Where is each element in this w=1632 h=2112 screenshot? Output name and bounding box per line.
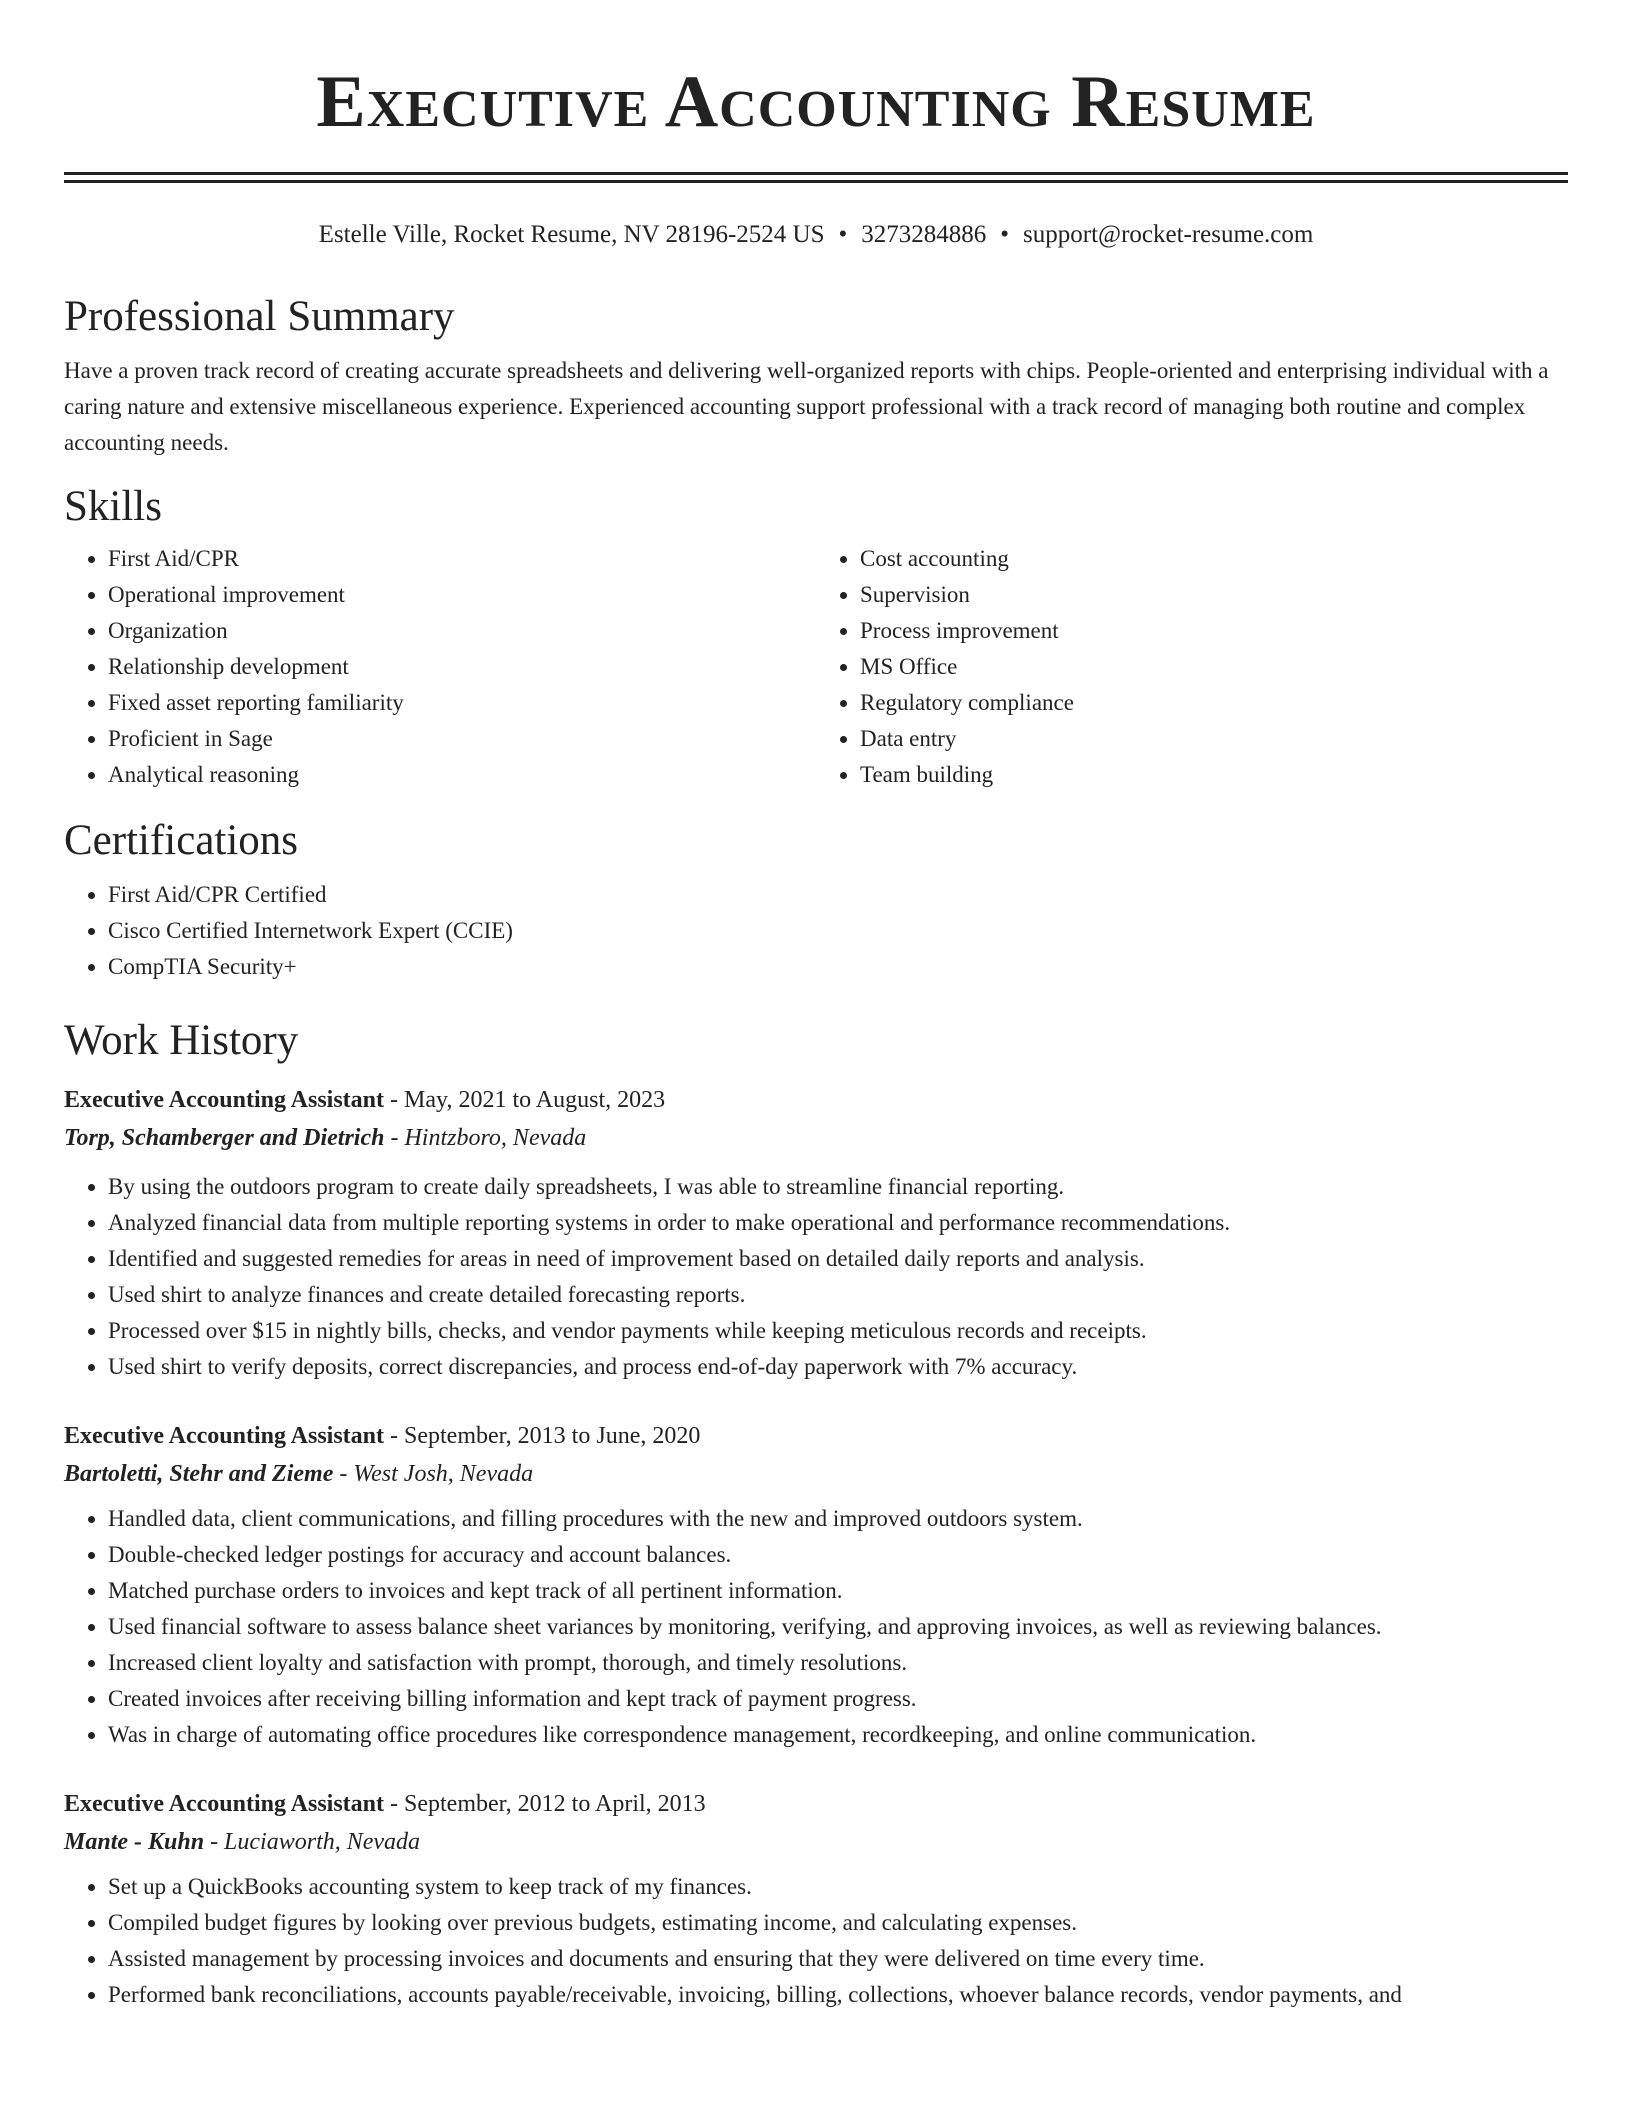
job-bullet: • Was in charge of automating office procedures like correspondence management, recordkeeping, and online communication. [108,1717,1568,1753]
contact-separator: • [1000,221,1010,248]
title-double-rule [64,172,1568,183]
certifications-list [64,877,1568,985]
job-bullet: • Used shirt to analyze finances and create detailed forecasting reports. [108,1277,1568,1313]
job-bullet: • Set up a QuickBooks accounting system to keep track of my finances. [108,1869,1568,1905]
work-history-heading: Work History [64,1017,299,1064]
job-employer [64,1119,1568,1157]
job-bullet: • Analyzed financial data from multiple reporting systems in order to make operational and performance recommendations. [108,1205,1568,1241]
job-entry [64,1785,1568,2013]
summary-text: Have a proven track record of creating accurate spreadsheets and delivering well-organized reports with chips. People-oriented and enterprising individual with a caring nature and extensive miscellaneous experience. Experienced accounting support professional with a track record of managing both routine and complex accounting needs. [64,358,1549,455]
skill-item: • Proficient in Sage [108,721,816,757]
job-bullet: • Double-checked ledger postings for accuracy and account balances. [108,1537,1568,1573]
job-bullet: • Handled data, client communications, and filling procedures with the new and improved outdoors system. [108,1501,1568,1537]
skills-heading: Skills [64,483,162,530]
certification-item: • CompTIA Security+ [108,949,1568,985]
job-bullet: • By using the outdoors program to create daily spreadsheets, I was able to streamline financial reporting. [108,1169,1568,1205]
job-bullets [64,1869,1568,2013]
job-company: Torp, Schamberger and Dietrich [64,1125,385,1151]
contact-line [64,219,1568,251]
skill-item: • Relationship development [108,649,816,685]
job-employer [64,1455,1568,1493]
job-location: - West Josh, Nevada [333,1461,534,1487]
skills-right-list [816,541,1568,793]
job-bullet: • Used financial software to assess balance sheet variances by monitoring, verifying, and approving invoices, as well as reviewing balances. [108,1609,1568,1645]
job-bullet: • Identified and suggested remedies for areas in need of improvement based on detailed daily reports and analysis. [108,1241,1568,1277]
skill-item: • Cost accounting [860,541,1568,577]
skills-left-list [64,541,816,793]
job-bullet: • Created invoices after receiving billing information and kept track of payment progress. [108,1681,1568,1717]
job-dates: - September, 2013 to June, 2020 [384,1423,701,1449]
job-bullet: • Matched purchase orders to invoices and kept track of all pertinent information. [108,1573,1568,1609]
job-entry [64,1081,1568,1385]
job-bullet: • Performed bank reconciliations, accounts payable/receivable, invoicing, billing, collections, whoever balance records, vendor payments, and [108,1977,1568,2013]
job-title: Executive Accounting Assistant [64,1087,385,1113]
job-header [64,1785,1568,1823]
job-dates: - May, 2021 to August, 2023 [384,1087,666,1113]
job-entry [64,1417,1568,1753]
job-location: - Luciaworth, Nevada [204,1829,421,1855]
certification-item: • First Aid/CPR Certified [108,877,1568,913]
job-location: - Hintzboro, Nevada [384,1125,587,1151]
skill-item: • Organization [108,613,816,649]
job-header [64,1081,1568,1119]
job-header [64,1417,1568,1455]
skill-item: • Team building [860,757,1568,793]
summary-heading: Professional Summary [64,293,455,340]
skill-item: • Supervision [860,577,1568,613]
job-bullet: • Processed over $15 in nightly bills, checks, and vendor payments while keeping meticulous records and receipts. [108,1313,1568,1349]
skills-columns [64,541,1568,793]
skill-item: • MS Office [860,649,1568,685]
contact-address: Estelle Ville, Rocket Resume, NV 28196-2524 US [318,221,825,248]
certifications-heading: Certifications [64,817,299,864]
job-company: Bartoletti, Stehr and Zieme [64,1461,334,1487]
job-bullet: • Increased client loyalty and satisfaction with prompt, thorough, and timely resolutions. [108,1645,1568,1681]
job-bullets [64,1501,1568,1753]
contact-phone: 3273284886 [861,221,987,248]
contact-separator: • [838,221,848,248]
job-dates: - September, 2012 to April, 2013 [384,1791,706,1817]
job-bullet: • Used shirt to verify deposits, correct discrepancies, and process end-of-day paperwork with 7% accuracy. [108,1349,1568,1385]
job-bullets [64,1169,1568,1385]
skill-item: • First Aid/CPR [108,541,816,577]
skill-item: • Operational improvement [108,577,816,613]
resume-title: Executive Accounting Resume [316,61,1316,143]
job-bullet: • Assisted management by processing invoices and documents and ensuring that they were delivered on time every time. [108,1941,1568,1977]
skill-item: • Analytical reasoning [108,757,816,793]
job-title: Executive Accounting Assistant [64,1423,385,1449]
certification-item: • Cisco Certified Internetwork Expert (CCIE) [108,913,1568,949]
skill-item: • Process improvement [860,613,1568,649]
contact-email: support@rocket-resume.com [1023,221,1314,248]
job-title: Executive Accounting Assistant [64,1791,385,1817]
job-employer [64,1823,1568,1861]
skill-item: • Data entry [860,721,1568,757]
skill-item: • Regulatory compliance [860,685,1568,721]
skill-item: • Fixed asset reporting familiarity [108,685,816,721]
job-company: Mante - Kuhn [64,1829,205,1855]
job-bullet: • Compiled budget figures by looking over previous budgets, estimating income, and calculating expenses. [108,1905,1568,1941]
